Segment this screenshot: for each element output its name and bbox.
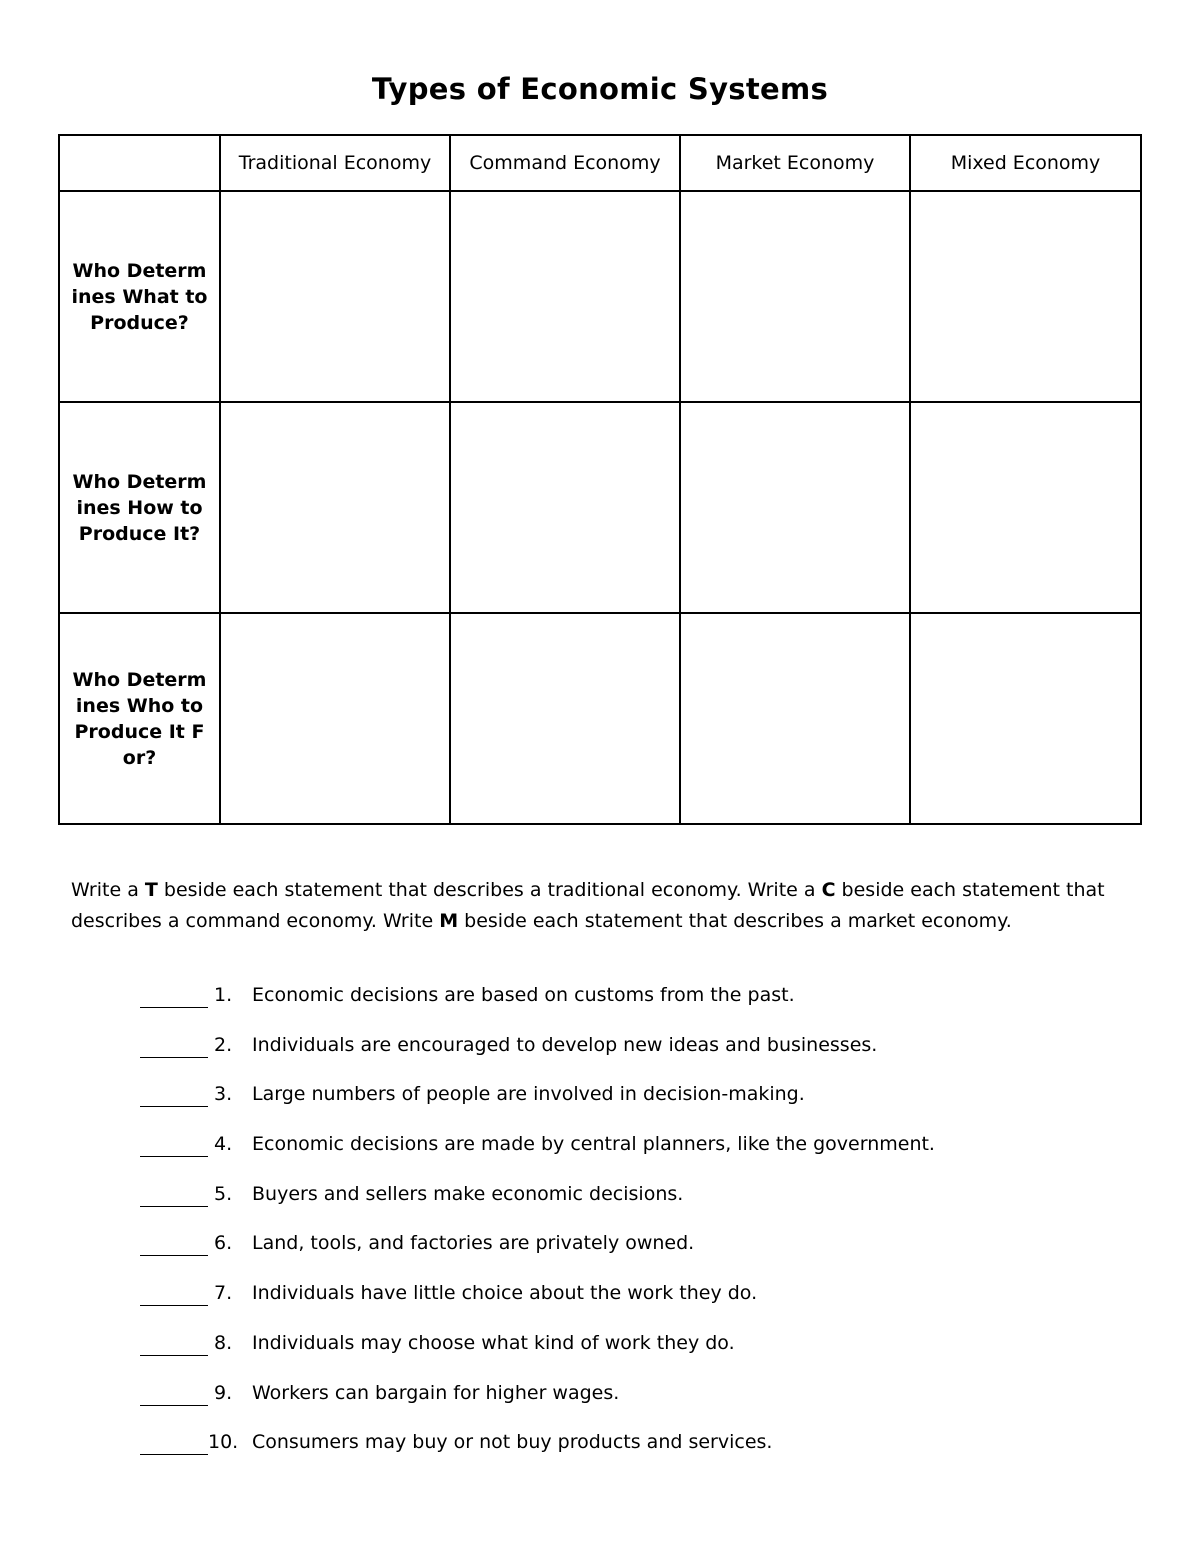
row-header <box>59 613 220 824</box>
list-item <box>140 1034 1140 1084</box>
answer-cell[interactable] <box>680 191 910 402</box>
instructions-text: beside each statement that describes a traditional economy. Write a <box>157 879 822 901</box>
row-header <box>59 191 220 402</box>
item-number: 2. <box>214 1033 233 1056</box>
item-number: 8. <box>214 1331 233 1354</box>
statement-text: Workers can bargain for higher wages. <box>252 1381 620 1404</box>
page-title: Types of Economic Systems <box>371 72 829 106</box>
answer-blank[interactable] <box>140 1282 208 1306</box>
answer-blank[interactable] <box>140 1232 208 1256</box>
row-label: Who Determines What to Produce? <box>71 259 208 334</box>
letter-c: C <box>821 879 836 901</box>
answer-cell[interactable] <box>450 191 680 402</box>
item-number: 10. <box>208 1431 239 1454</box>
table-row <box>59 613 1141 824</box>
answer-cell[interactable] <box>910 613 1141 824</box>
column-header: Mixed Economy <box>910 135 1141 191</box>
list-item <box>140 984 1140 1034</box>
statement-text: Individuals are encouraged to develop new ideas and businesses. <box>252 1033 878 1056</box>
column-header: Command Economy <box>450 135 680 191</box>
answer-cell[interactable] <box>680 402 910 613</box>
row-label: Who Determines Who to Produce It For? <box>72 668 207 769</box>
answer-blank[interactable] <box>140 984 208 1008</box>
answer-blank[interactable] <box>140 1382 208 1406</box>
row-header <box>59 402 220 613</box>
instructions-text: beside each statement that describes a command economy. Write <box>71 879 1105 932</box>
list-item <box>140 1332 1140 1382</box>
row-label: Who Determines How to Produce It? <box>72 470 207 545</box>
list-item <box>140 1382 1140 1432</box>
item-number: 4. <box>214 1133 233 1156</box>
instructions-text: Write a <box>71 879 145 901</box>
list-item <box>140 1431 1140 1481</box>
item-number: 5. <box>214 1182 233 1205</box>
answer-cell[interactable] <box>220 402 450 613</box>
list-item <box>140 1183 1140 1233</box>
answer-blank[interactable] <box>140 1034 208 1058</box>
list-item <box>140 1083 1140 1133</box>
economic-systems-table <box>58 134 1142 825</box>
table-row <box>59 402 1141 613</box>
instructions-text: beside each statement that describes a market economy. <box>458 910 1012 932</box>
statement-text: Buyers and sellers make economic decisions. <box>252 1182 684 1205</box>
item-number: 7. <box>214 1282 233 1305</box>
answer-cell[interactable] <box>680 613 910 824</box>
answer-cell[interactable] <box>220 613 450 824</box>
list-item <box>140 1282 1140 1332</box>
answer-blank[interactable] <box>140 1083 208 1107</box>
answer-blank[interactable] <box>140 1332 208 1356</box>
item-number: 3. <box>214 1083 233 1106</box>
statement-text: Large numbers of people are involved in decision-making. <box>252 1083 805 1106</box>
column-header: Traditional Economy <box>220 135 450 191</box>
statement-text: Economic decisions are based on customs from the past. <box>252 984 795 1006</box>
statement-text: Individuals may choose what kind of work they do. <box>252 1331 735 1354</box>
list-item <box>140 1133 1140 1183</box>
answer-cell[interactable] <box>910 402 1141 613</box>
item-number: 1. <box>214 984 233 1006</box>
statement-text: Economic decisions are made by central planners, like the government. <box>252 1133 935 1156</box>
item-number: 9. <box>214 1381 233 1404</box>
answer-cell[interactable] <box>450 613 680 824</box>
item-number: 6. <box>214 1232 233 1255</box>
answer-cell[interactable] <box>220 191 450 402</box>
answer-cell[interactable] <box>910 191 1141 402</box>
statement-text: Land, tools, and factories are privately owned. <box>252 1232 695 1255</box>
column-header: Market Economy <box>680 135 910 191</box>
answer-blank[interactable] <box>140 1133 208 1157</box>
statement-list <box>140 984 1140 1481</box>
answer-blank[interactable] <box>140 1431 208 1455</box>
instructions <box>71 875 1141 937</box>
answer-cell[interactable] <box>450 402 680 613</box>
corner-cell <box>59 135 220 191</box>
list-item <box>140 1232 1140 1282</box>
answer-blank[interactable] <box>140 1183 208 1207</box>
table-row <box>59 191 1141 402</box>
letter-t: T <box>144 879 158 901</box>
table-header-row <box>59 135 1141 191</box>
letter-m: M <box>439 910 459 932</box>
statement-text: Individuals have little choice about the work they do. <box>252 1282 758 1305</box>
statement-text: Consumers may buy or not buy products and services. <box>252 1431 773 1454</box>
